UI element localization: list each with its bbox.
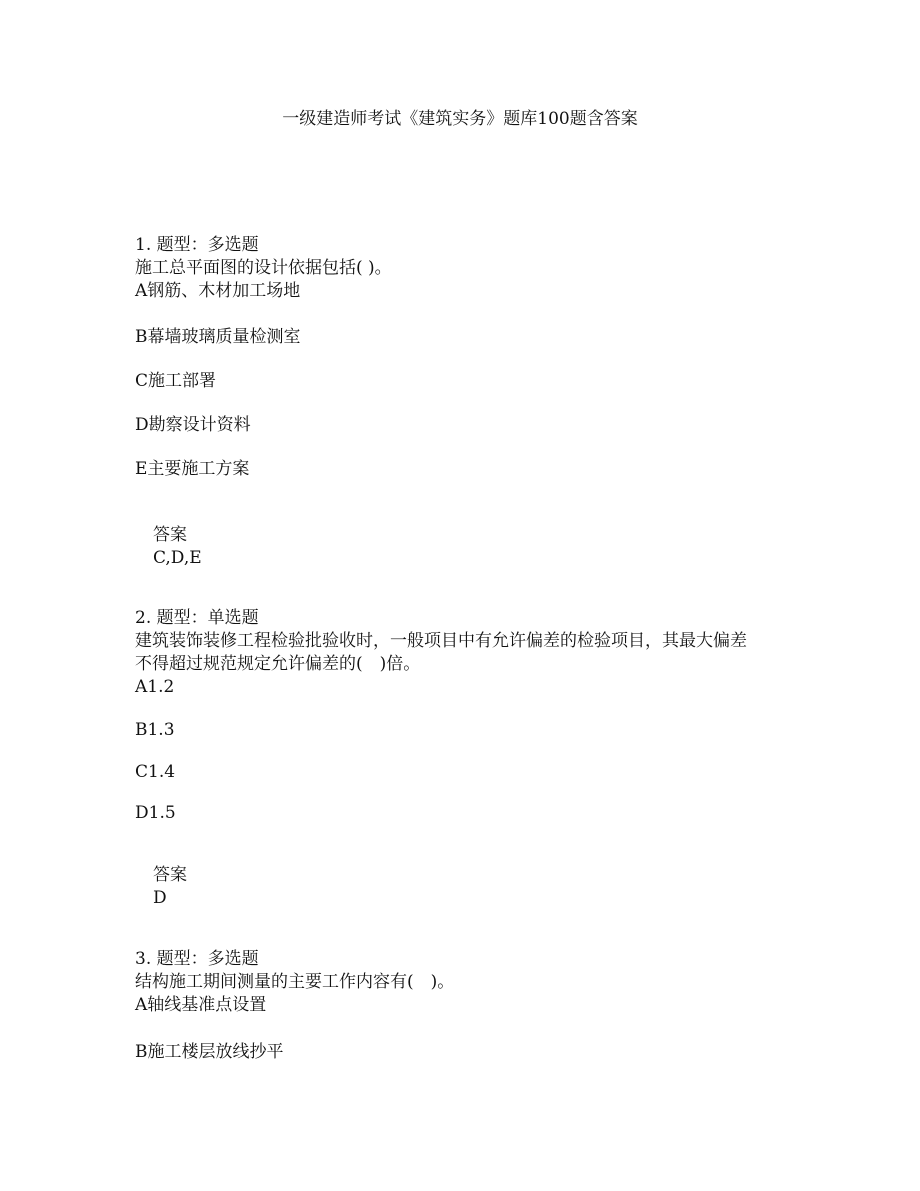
document-title: 一级建造师考试《建筑实务》题库100题含答案 [282, 109, 638, 129]
question-1 [135, 234, 795, 303]
answer-value: D [153, 888, 167, 908]
option-a: A钢筋、木材加工场地 [135, 281, 301, 301]
option-c: C1.4 [135, 762, 176, 782]
answer-block-2 [153, 864, 187, 910]
question-3 [135, 948, 795, 1017]
question-1-option-b-wrap [135, 326, 795, 349]
question-2-option-b-wrap [135, 719, 795, 742]
option-b: B幕墙玻璃质量检测室 [135, 327, 301, 347]
option-a: A轴线基准点设置 [135, 995, 267, 1015]
question-1-option-e-wrap [135, 458, 795, 481]
option-b: B施工楼层放线抄平 [135, 1042, 284, 1062]
question-2 [135, 607, 795, 699]
answer-value: C,D,E [153, 548, 202, 568]
option-d: D勘察设计资料 [135, 415, 251, 435]
answer-label: 答案 [153, 865, 187, 885]
question-stem: 施工总平面图的设计依据包括( )。 [135, 258, 392, 278]
question-3-option-b-wrap [135, 1041, 795, 1064]
question-2-option-c-wrap [135, 761, 795, 784]
option-e: E主要施工方案 [135, 459, 250, 479]
question-1-option-c-wrap [135, 370, 795, 393]
question-header: 1. 题型：多选题 [135, 235, 259, 255]
question-2-option-d-wrap [135, 802, 795, 825]
answer-label: 答案 [153, 525, 187, 545]
answer-block-1 [153, 524, 202, 570]
question-header: 3. 题型：多选题 [135, 949, 259, 969]
option-d: D1.5 [135, 803, 176, 823]
question-header: 2. 题型：单选题 [135, 608, 259, 628]
question-stem-line-2: 不得超过规范规定允许偏差的( )倍。 [135, 654, 421, 674]
question-stem-line-1: 建筑装饰装修工程检验批验收时，一般项目中有允许偏差的检验项目，其最大偏差 [135, 631, 747, 651]
option-a: A1.2 [135, 677, 175, 697]
question-stem: 结构施工期间测量的主要工作内容有( )。 [135, 972, 455, 992]
option-c: C施工部署 [135, 371, 217, 391]
option-b: B1.3 [135, 720, 175, 740]
question-1-option-d-wrap [135, 414, 795, 437]
